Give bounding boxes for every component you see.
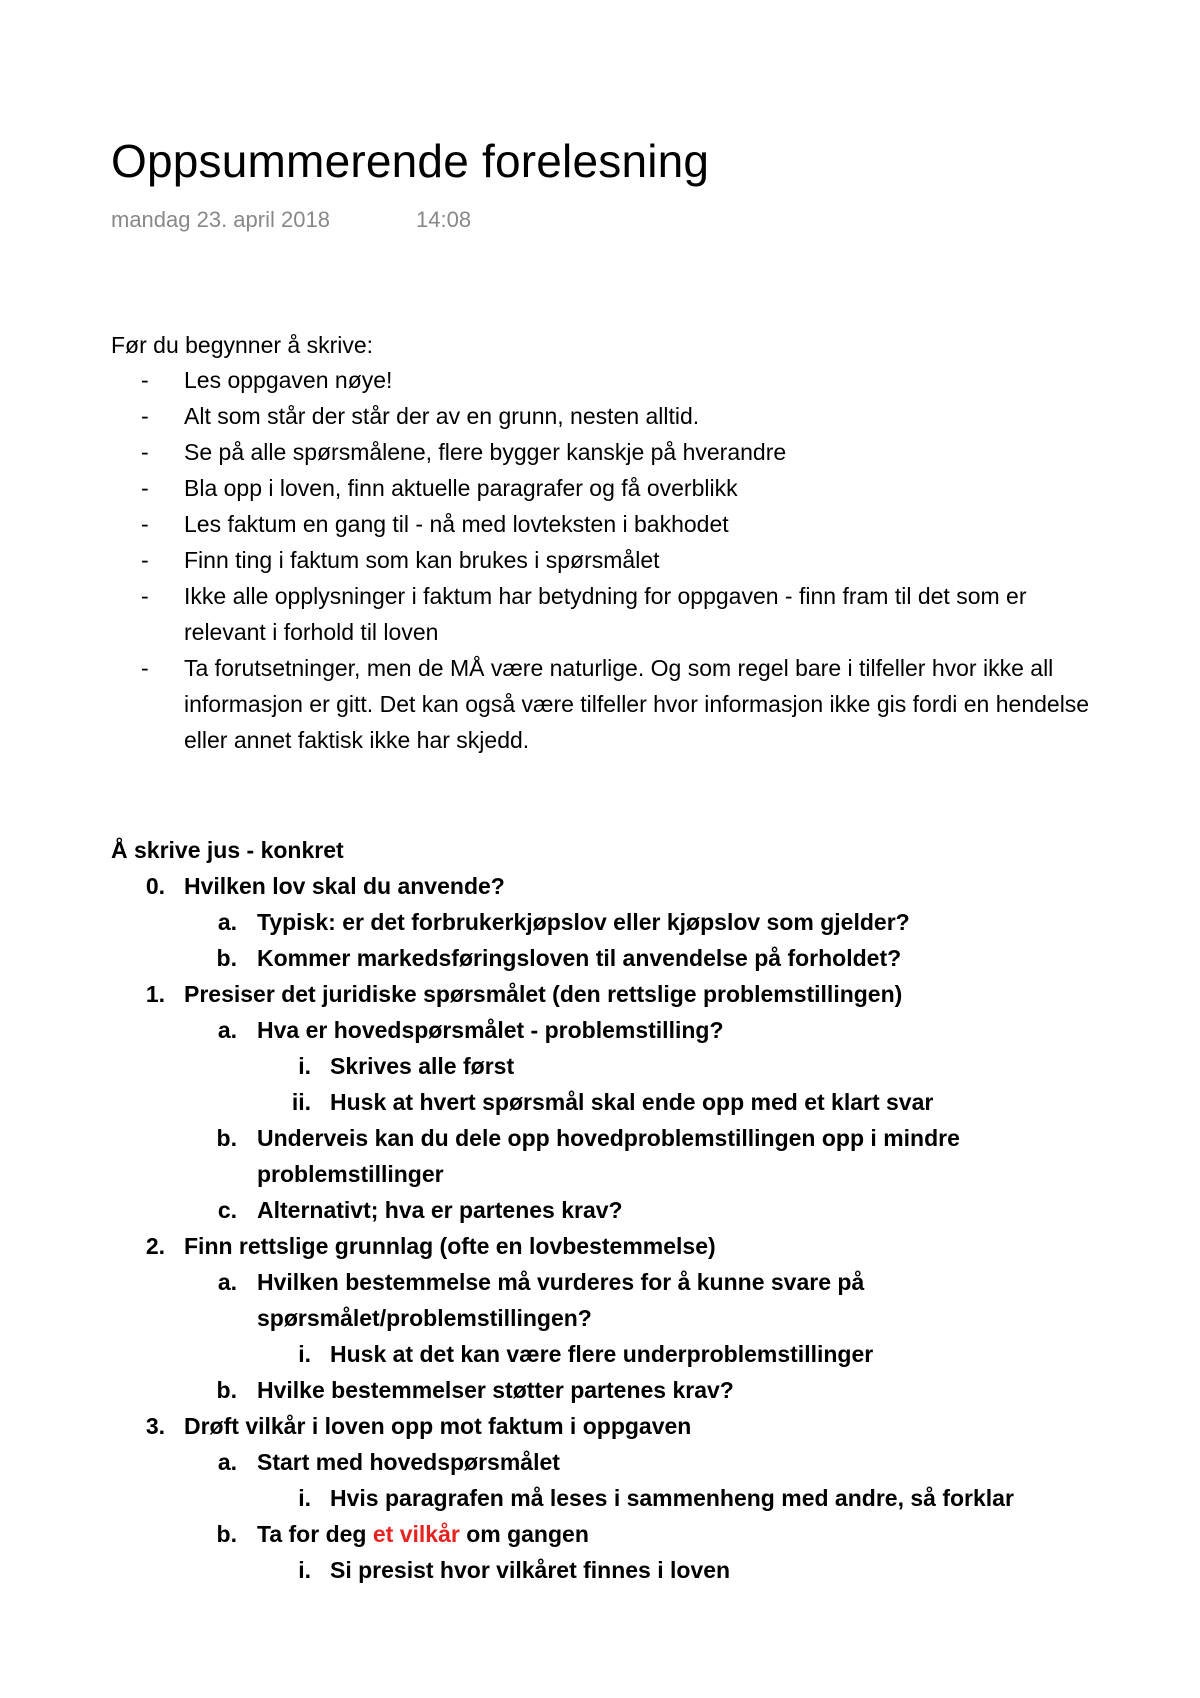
intro-item-text: Se på alle spørsmålene, flere bygger kanskje på hverandre xyxy=(184,439,787,465)
outline-text: Hvilken lov skal du anvende? xyxy=(184,873,505,899)
outline-marker: b. xyxy=(216,1377,237,1403)
intro-item-text: Ikke alle opplysninger i faktum har betydning for oppgaven - finn fram til det som er relevant i forhold til loven xyxy=(184,583,1027,645)
intro-item-text: Ta forutsetninger, men de MÅ være naturlige. Og som regel bare i tilfeller hvor ikke all informasjon er gitt. Det kan også være tilfeller hvor informasjon ikke gis fordi en hendelse eller annet faktisk ikke har skjedd. xyxy=(184,655,1090,753)
outline-text: Hvilken bestemmelse må vurderes for å kunne svare på spørsmålet/problemstillingen? xyxy=(257,1269,865,1331)
outline-marker: a. xyxy=(217,1017,237,1043)
outline-marker: c. xyxy=(217,1197,237,1223)
outline-marker: 1. xyxy=(145,981,165,1007)
outline-item xyxy=(111,1408,1111,1444)
section-heading: Å skrive jus - konkret xyxy=(111,837,344,863)
outline-text: Husk at hvert spørsmål skal ende opp med et klart svar xyxy=(330,1089,934,1115)
intro-item xyxy=(111,650,1111,758)
outline-text: Kommer markedsføringsloven til anvendelse på forholdet? xyxy=(257,945,902,971)
outline-item xyxy=(111,1336,1111,1372)
outline-item xyxy=(111,1120,1111,1192)
outline-item xyxy=(111,1084,1111,1120)
outline-marker: a. xyxy=(217,1449,237,1475)
outline-item xyxy=(111,1228,1111,1264)
intro-list xyxy=(111,362,1111,758)
intro-item xyxy=(111,434,1111,470)
page-date: mandag 23. april 2018 xyxy=(111,207,330,232)
outline-marker: 2. xyxy=(145,1233,165,1259)
outline-text: Finn rettslige grunnlag (ofte en lovbestemmelse) xyxy=(184,1233,716,1259)
intro-item xyxy=(111,470,1111,506)
intro-item xyxy=(111,362,1111,398)
bullet-dash: - xyxy=(141,475,149,501)
outline-marker: 3. xyxy=(145,1413,165,1439)
outline-text: Typisk: er det forbrukerkjøpslov eller kjøpslov som gjelder? xyxy=(257,909,910,935)
intro-item-text: Finn ting i faktum som kan brukes i spørsmålet xyxy=(184,547,660,573)
outline-text: Si presist hvor vilkåret finnes i loven xyxy=(330,1557,731,1583)
intro-item xyxy=(111,506,1111,542)
outline-text-after: om gangen xyxy=(459,1521,589,1547)
outline-text: Start med hovedspørsmålet xyxy=(257,1449,560,1475)
bullet-dash: - xyxy=(141,367,149,393)
outline-marker: i. xyxy=(298,1053,311,1079)
bullet-dash: - xyxy=(141,547,149,573)
intro-item-text: Bla opp i loven, finn aktuelle paragrafer og få overblikk xyxy=(184,475,738,501)
bullet-dash: - xyxy=(141,583,149,609)
outline-marker: a. xyxy=(217,1269,237,1295)
outline-text: Hva er hovedspørsmålet - problemstilling? xyxy=(257,1017,724,1043)
outline-item xyxy=(111,1012,1111,1048)
outline-text-before: Ta for deg xyxy=(257,1521,373,1547)
outline-list xyxy=(111,868,1111,1588)
intro-item-text: Les faktum en gang til - nå med lovteksten i bakhodet xyxy=(184,511,729,537)
outline-marker: b. xyxy=(216,1521,237,1547)
intro-item-text: Alt som står der står der av en grunn, nesten alltid. xyxy=(184,403,700,429)
outline-text: Husk at det kan være flere underproblemstillinger xyxy=(330,1341,874,1367)
outline-item xyxy=(111,1192,1111,1228)
outline-marker: b. xyxy=(216,945,237,971)
outline-text: Alternativt; hva er partenes krav? xyxy=(257,1197,623,1223)
page-metadata xyxy=(111,205,472,235)
outline-marker: 0. xyxy=(145,873,165,899)
page-time: 14:08 xyxy=(416,207,472,232)
outline-item xyxy=(111,868,1111,904)
outline-text: Underveis kan du dele opp hovedproblemstillingen opp i mindre problemstillinger xyxy=(257,1125,960,1187)
outline-item xyxy=(111,1516,1111,1552)
intro-heading: Før du begynner å skrive: xyxy=(111,332,374,358)
bullet-dash: - xyxy=(141,439,149,465)
outline-marker: b. xyxy=(216,1125,237,1151)
outline-text: Drøft vilkår i loven opp mot faktum i oppgaven xyxy=(184,1413,692,1439)
outline-item xyxy=(111,1444,1111,1480)
outline-text: Hvis paragrafen må leses i sammenheng med andre, så forklar xyxy=(330,1485,1014,1511)
outline-marker: i. xyxy=(298,1341,311,1367)
bullet-dash: - xyxy=(141,655,149,681)
bullet-dash: - xyxy=(141,511,149,537)
bullet-dash: - xyxy=(141,403,149,429)
outline-item xyxy=(111,1552,1111,1588)
page-title: Oppsummerende forelesning xyxy=(111,135,710,187)
intro-item xyxy=(111,542,1111,578)
outline-text: Skrives alle først xyxy=(330,1053,515,1079)
outline-item xyxy=(111,940,1111,976)
outline-marker: i. xyxy=(298,1485,311,1511)
outline-text: Presiser det juridiske spørsmålet (den rettslige problemstillingen) xyxy=(184,981,903,1007)
intro-item xyxy=(111,398,1111,434)
outline-marker: i. xyxy=(298,1557,311,1583)
outline-item xyxy=(111,1048,1111,1084)
intro-item-text: Les oppgaven nøye! xyxy=(184,367,393,393)
outline-text: Hvilke bestemmelser støtter partenes krav? xyxy=(257,1377,734,1403)
outline-item xyxy=(111,904,1111,940)
highlighted-term: et vilkår xyxy=(372,1521,460,1547)
outline-marker: a. xyxy=(217,909,237,935)
intro-item xyxy=(111,578,1111,650)
outline-marker: ii. xyxy=(291,1089,311,1115)
outline-item xyxy=(111,1372,1111,1408)
outline-item xyxy=(111,1480,1111,1516)
outline-item xyxy=(111,976,1111,1012)
outline-item xyxy=(111,1264,1111,1336)
